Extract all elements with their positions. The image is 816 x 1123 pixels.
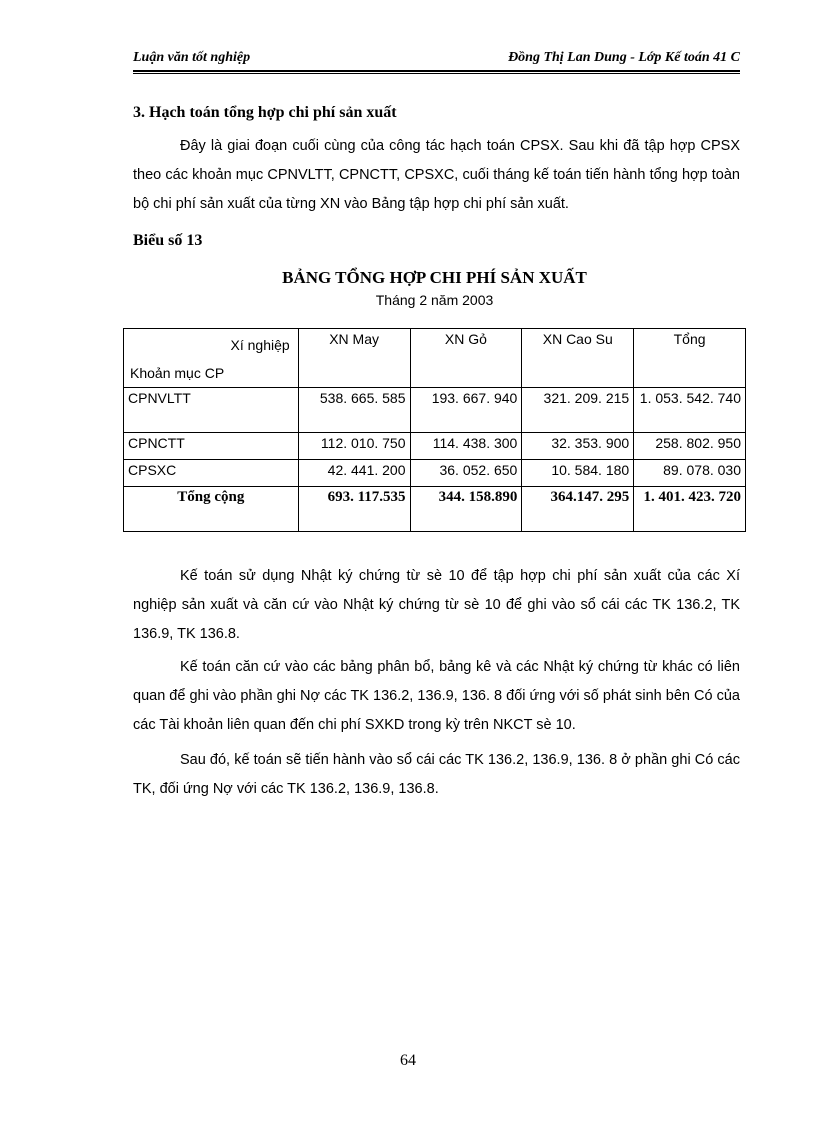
table-row: [124, 460, 746, 487]
corner-bottom-label: Khoản mục CP: [130, 365, 225, 381]
table-cell: 321. 209. 215: [522, 388, 634, 433]
header-author-class: Đồng Thị Lan Dung - Lớp Kế toán 41 C: [508, 50, 740, 65]
total-cell: 1. 401. 423. 720: [634, 487, 746, 532]
header-thesis-label: Luận văn tốt nghiệp: [133, 50, 251, 65]
column-header: XN Gỏ: [410, 329, 522, 388]
column-header: Tổng: [634, 329, 746, 388]
table-row: [124, 388, 746, 433]
table-cell: 42. 441. 200: [298, 460, 410, 487]
row-label: CPNCTT: [124, 433, 299, 460]
table-cell: 89. 078. 030: [634, 460, 746, 487]
section-heading: 3. Hạch toán tổng hợp chi phí sản xuất: [133, 104, 397, 121]
cost-summary-table: [123, 328, 746, 532]
page-number: 64: [400, 1052, 416, 1069]
corner-top-label: Xí nghiệp: [230, 337, 290, 353]
column-header: XN May: [298, 329, 410, 388]
table-cell: 32. 353. 900: [522, 433, 634, 460]
table-cell: 538. 665. 585: [298, 388, 410, 433]
table-cell: 1. 053. 542. 740: [634, 388, 746, 433]
form-label: Biểu số 13: [133, 232, 203, 249]
table-cell: 258. 802. 950: [634, 433, 746, 460]
paragraph-ledger: Sau đó, kế toán sẽ tiến hành vào sổ cái các TK 136.2, 136.9, 136. 8 ở phần ghi Có các TK, đối ứng Nợ với các TK 136.2, 136.9, 136.8.: [133, 752, 740, 797]
header-rule: [133, 70, 740, 74]
table-title: BẢNG TỔNG HỢP CHI PHÍ SẢN XUẤT: [282, 268, 587, 287]
table-cell: 10. 584. 180: [522, 460, 634, 487]
total-cell: 364.147. 295: [522, 487, 634, 532]
total-label: Tổng cộng: [124, 487, 299, 532]
table-cell: 36. 052. 650: [410, 460, 522, 487]
paragraph-allocation: Kế toán căn cứ vào các bảng phân bổ, bảng kê và các Nhật ký chứng từ khác có liên quan để ghi vào phần ghi Nợ các TK 136.2, 136.9, 136. 8 đối ứng với số phát sinh bên Có của các Tài khoản liên quan đến chi phí SXKD trong kỳ trên NKCT sè 10.: [133, 659, 740, 733]
table-cell: 193. 667. 940: [410, 388, 522, 433]
corner-header-cell: [124, 329, 299, 388]
paragraph-intro: Đây là giai đoạn cuối cùng của công tác hạch toán CPSX. Sau khi đã tập hợp CPSX theo các khoản mục CPNVLTT, CPNCTT, CPSXC, cuối tháng kế toán tiến hành tổng hợp toàn bộ chi phí sản xuất của từng XN vào Bảng tập hợp chi phí sản xuất.: [133, 138, 740, 212]
running-header: [133, 50, 740, 70]
total-cell: 693. 117.535: [298, 487, 410, 532]
paragraph-journal: Kế toán sử dụng Nhật ký chứng từ sè 10 để tập hợp chi phí sản xuất của các Xí nghiệp sản xuất và căn cứ vào Nhật ký chứng từ sè 10 để ghi vào sổ cái các TK 136.2, TK 136.9, TK 136.8.: [133, 568, 740, 642]
table-row: [124, 433, 746, 460]
row-label: CPNVLTT: [124, 388, 299, 433]
table-total-row: [124, 487, 746, 532]
table-cell: 114. 438. 300: [410, 433, 522, 460]
table-header-row: [124, 329, 746, 388]
total-cell: 344. 158.890: [410, 487, 522, 532]
row-label: CPSXC: [124, 460, 299, 487]
table-cell: 112. 010. 750: [298, 433, 410, 460]
column-header: XN Cao Su: [522, 329, 634, 388]
table-subtitle: Tháng 2 năm 2003: [375, 292, 494, 308]
